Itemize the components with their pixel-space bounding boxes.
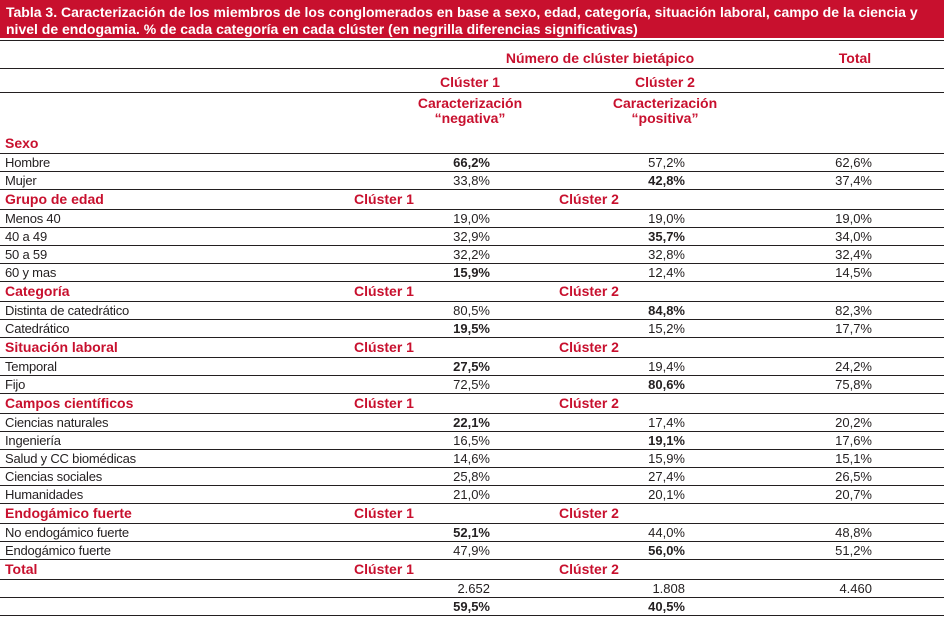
cluster2-value: 40,5% xyxy=(490,598,685,616)
section-title: Endogámico fuerte xyxy=(0,504,275,524)
cluster1-value: 19,5% xyxy=(275,320,490,338)
cluster1-value: 27,5% xyxy=(275,358,490,376)
total-value: 4.460 xyxy=(685,580,944,598)
total-value: 82,3% xyxy=(685,302,944,320)
row-label: Catedrático xyxy=(0,320,275,338)
section-cluster2-label: Clúster 2 xyxy=(490,338,685,358)
row-label: 40 a 49 xyxy=(0,228,275,246)
section-cluster1-label: Clúster 1 xyxy=(275,504,490,524)
total-value: 48,8% xyxy=(685,524,944,542)
total-value: 17,7% xyxy=(685,320,944,338)
row-label: Ciencias sociales xyxy=(0,468,275,486)
header-cluster1-label: Clúster 1 xyxy=(440,74,500,90)
table-row xyxy=(0,542,944,560)
table-row xyxy=(0,376,944,394)
cluster1-value: 21,0% xyxy=(275,486,490,504)
total-value xyxy=(685,598,944,616)
table-row xyxy=(0,580,944,598)
cluster1-value: 72,5% xyxy=(275,376,490,394)
section-cluster1-label: Clúster 1 xyxy=(275,190,490,210)
table-row xyxy=(0,320,944,338)
total-value: 51,2% xyxy=(685,542,944,560)
table-row xyxy=(0,358,944,376)
cluster2-value: 19,4% xyxy=(490,358,685,376)
table-header xyxy=(0,38,944,134)
row-label: Hombre xyxy=(0,154,275,172)
section-header-row xyxy=(0,394,944,414)
section-cluster2-label: Clúster 2 xyxy=(490,190,685,210)
total-value: 20,2% xyxy=(685,414,944,432)
cluster2-value: 42,8% xyxy=(490,172,685,190)
cluster1-value: 25,8% xyxy=(275,468,490,486)
cluster1-value: 2.652 xyxy=(275,580,490,598)
section-header-row xyxy=(0,134,944,154)
row-label: Mujer xyxy=(0,172,275,190)
table-row xyxy=(0,172,944,190)
table-row xyxy=(0,468,944,486)
section-header-row xyxy=(0,338,944,358)
section-empty-cell xyxy=(685,282,944,302)
section-cluster2-label xyxy=(490,134,685,154)
cluster2-value: 35,7% xyxy=(490,228,685,246)
header-cluster2-label: Clúster 2 xyxy=(635,74,695,90)
section-header-row xyxy=(0,282,944,302)
section-empty-cell xyxy=(685,338,944,358)
section-title: Situación laboral xyxy=(0,338,275,358)
total-value: 34,0% xyxy=(685,228,944,246)
section-empty-cell xyxy=(685,560,944,580)
section-cluster1-label: Clúster 1 xyxy=(275,338,490,358)
cluster2-value: 84,8% xyxy=(490,302,685,320)
row-label: Humanidades xyxy=(0,486,275,504)
row-label: Temporal xyxy=(0,358,275,376)
cluster1-value: 22,1% xyxy=(275,414,490,432)
section-empty-cell xyxy=(685,504,944,524)
cluster1-value: 15,9% xyxy=(275,264,490,282)
cluster1-value: 66,2% xyxy=(275,154,490,172)
total-value: 20,7% xyxy=(685,486,944,504)
cluster2-value: 12,4% xyxy=(490,264,685,282)
cluster1-value: 59,5% xyxy=(275,598,490,616)
cluster2-value: 32,8% xyxy=(490,246,685,264)
total-value: 62,6% xyxy=(685,154,944,172)
cluster2-value: 1.808 xyxy=(490,580,685,598)
row-label: Menos 40 xyxy=(0,210,275,228)
header-group-label: Número de clúster bietápico xyxy=(505,50,695,66)
cluster2-value: 17,4% xyxy=(490,414,685,432)
table-row xyxy=(0,486,944,504)
row-label: 60 y mas xyxy=(0,264,275,282)
cluster1-value: 14,6% xyxy=(275,450,490,468)
cluster2-value: 15,2% xyxy=(490,320,685,338)
cluster2-value: 56,0% xyxy=(490,542,685,560)
cluster1-value: 33,8% xyxy=(275,172,490,190)
table-row xyxy=(0,524,944,542)
section-title: Categoría xyxy=(0,282,275,302)
cluster1-value: 16,5% xyxy=(275,432,490,450)
table-row xyxy=(0,246,944,264)
row-label: Endogámico fuerte xyxy=(0,542,275,560)
section-empty-cell xyxy=(685,134,944,154)
row-label: Fijo xyxy=(0,376,275,394)
section-empty-cell xyxy=(685,190,944,210)
total-value: 17,6% xyxy=(685,432,944,450)
cluster2-value: 44,0% xyxy=(490,524,685,542)
total-value: 75,8% xyxy=(685,376,944,394)
row-label: Salud y CC biomédicas xyxy=(0,450,275,468)
table-row xyxy=(0,210,944,228)
row-label: Ingeniería xyxy=(0,432,275,450)
section-cluster1-label xyxy=(275,134,490,154)
total-value: 24,2% xyxy=(685,358,944,376)
cluster2-value: 19,1% xyxy=(490,432,685,450)
cluster2-value: 80,6% xyxy=(490,376,685,394)
cluster1-desc-line2: “negativa” xyxy=(434,110,506,126)
cluster1-value: 80,5% xyxy=(275,302,490,320)
table-title: Tabla 3. Caracterización de los miembros de los conglomerados en base a sexo, edad, categoría, situación laboral, campo de la ciencia y nivel de endogamia. % de cada categoría en cada clúster (en negrilla diferencias significativas) xyxy=(0,0,944,38)
section-cluster1-label: Clúster 1 xyxy=(275,560,490,580)
cluster1-value: 19,0% xyxy=(275,210,490,228)
cluster1-value: 32,9% xyxy=(275,228,490,246)
section-header-row xyxy=(0,560,944,580)
section-header-row xyxy=(0,190,944,210)
section-title: Grupo de edad xyxy=(0,190,275,210)
total-value: 32,4% xyxy=(685,246,944,264)
table-row xyxy=(0,598,944,616)
table-row xyxy=(0,414,944,432)
cluster1-value: 52,1% xyxy=(275,524,490,542)
cluster1-value: 32,2% xyxy=(275,246,490,264)
table-row xyxy=(0,154,944,172)
table-row xyxy=(0,450,944,468)
table-row xyxy=(0,228,944,246)
section-cluster1-label: Clúster 1 xyxy=(275,282,490,302)
cluster2-value: 27,4% xyxy=(490,468,685,486)
cluster2-description xyxy=(535,96,795,126)
section-title: Campos científicos xyxy=(0,394,275,414)
section-cluster2-label: Clúster 2 xyxy=(490,560,685,580)
total-value: 37,4% xyxy=(685,172,944,190)
cluster1-desc-line1: Caracterización xyxy=(417,95,523,111)
section-cluster2-label: Clúster 2 xyxy=(490,282,685,302)
row-label xyxy=(0,580,275,598)
cluster2-value: 57,2% xyxy=(490,154,685,172)
cluster2-value: 15,9% xyxy=(490,450,685,468)
cluster2-value: 19,0% xyxy=(490,210,685,228)
section-header-row xyxy=(0,504,944,524)
row-label: 50 a 59 xyxy=(0,246,275,264)
cluster2-value: 20,1% xyxy=(490,486,685,504)
row-label: Distinta de catedrático xyxy=(0,302,275,320)
total-value: 15,1% xyxy=(685,450,944,468)
section-cluster2-label: Clúster 2 xyxy=(490,504,685,524)
cluster2-desc-line2: “positiva” xyxy=(631,110,699,126)
table-row xyxy=(0,264,944,282)
section-empty-cell xyxy=(685,394,944,414)
total-value: 19,0% xyxy=(685,210,944,228)
section-cluster1-label: Clúster 1 xyxy=(275,394,490,414)
data-table xyxy=(0,134,944,616)
table-row xyxy=(0,302,944,320)
total-value: 26,5% xyxy=(685,468,944,486)
section-cluster2-label: Clúster 2 xyxy=(490,394,685,414)
row-label: Ciencias naturales xyxy=(0,414,275,432)
total-value: 14,5% xyxy=(685,264,944,282)
table-body xyxy=(0,134,944,616)
row-label xyxy=(0,598,275,616)
cluster2-desc-line1: Caracterización xyxy=(612,95,718,111)
cluster1-value: 47,9% xyxy=(275,542,490,560)
section-title: Sexo xyxy=(0,134,275,154)
header-total-label: Total xyxy=(838,50,872,66)
section-title: Total xyxy=(0,560,275,580)
row-label: No endogámico fuerte xyxy=(0,524,275,542)
table-row xyxy=(0,432,944,450)
